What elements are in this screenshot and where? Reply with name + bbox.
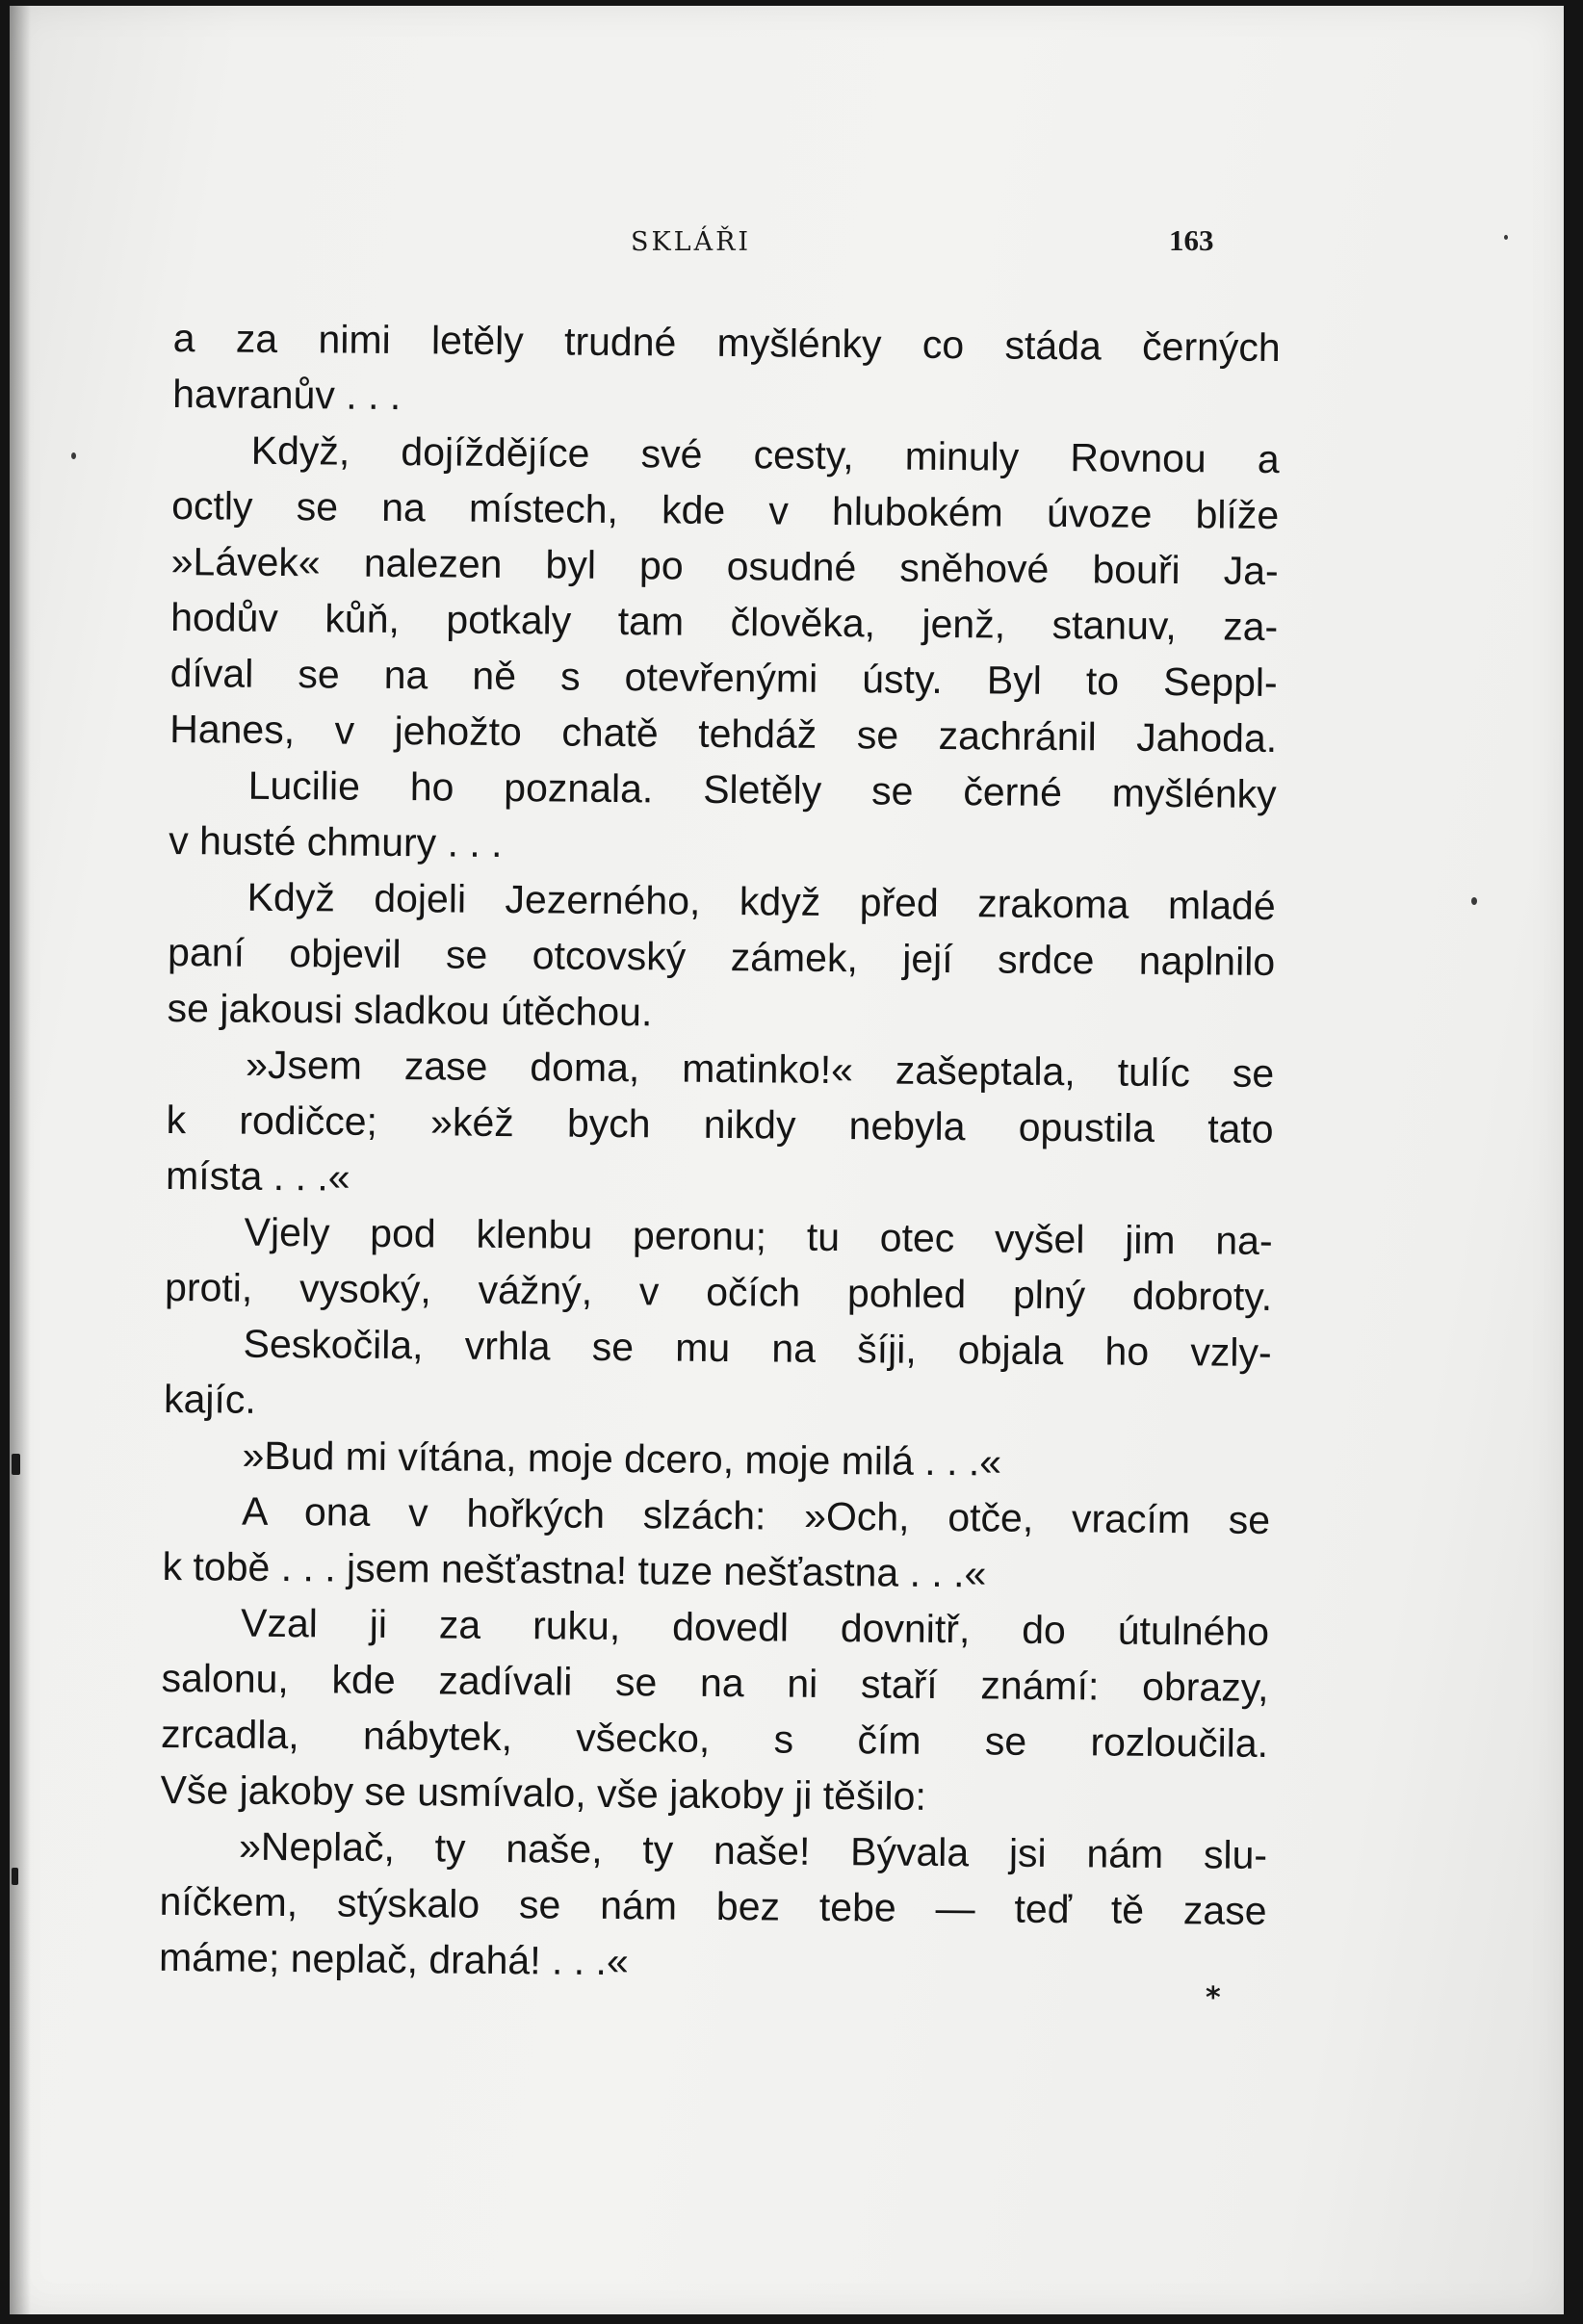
paper-speck (12, 1454, 20, 1475)
text-line: salonu, kde zadívali se na ni staří známí: obrazy, (161, 1655, 1269, 1710)
text-line: A ona v hořkých slzách: »Och, otče, vracím se (241, 1488, 1271, 1542)
text-line: níčkem, stýskalo se nám bez tebe — teď tě zase (159, 1878, 1267, 1933)
text-line: máme; neplač, drahá! . . .« (158, 1934, 629, 1984)
text-line: díval se na ně s otevřenými ústy. Byl to Seppl- (169, 650, 1278, 706)
text-line: Seskočila, vrhla se mu na šíji, objala ho vzly- (243, 1321, 1272, 1375)
text-line: »Bud mi vítána, moje dcero, moje milá . . .« (242, 1433, 1002, 1485)
text-line: Když dojeli Jezerného, když před zrakoma mladé (247, 874, 1276, 929)
text-line: k tobě . . . jsem nešťastna! tuze nešťastna . . .« (162, 1543, 987, 1596)
paper-speck (1504, 235, 1508, 240)
text-line: »Lávek« nalezen byl po osudné sněhové bouři Ja- (170, 538, 1279, 594)
text-line: v husté chmury . . . (168, 817, 503, 866)
text-line: proti, vysoký, vážný, v očích pohled plný dobroty. (164, 1264, 1273, 1319)
text-line: Vjely pod klenbu peronu; tu otec vyšel jim na- (244, 1209, 1273, 1263)
text-line: octly se na místech, kde v hlubokém úvoze blíže (171, 482, 1280, 538)
text-line: »Jsem zase doma, matinko!« zašeptala, tulíc se (245, 1042, 1275, 1097)
paper-speck (12, 1868, 18, 1885)
text-line: se jakousi sladkou útěchou. (167, 985, 653, 1035)
text-line: místa . . .« (165, 1152, 350, 1200)
text-line: a za nimi letěly trudné myšlénky co stáda černých (172, 315, 1281, 371)
text-line: Lucilie ho poznala. Sletěly se černé myšlénky (247, 762, 1277, 817)
text-line: k rodičce; »kéž bych nikdy nebyla opustila tato (166, 1097, 1274, 1152)
end-mark: * (1206, 1981, 1221, 2015)
text-line: Když, dojíždějíce své cesty, minuly Rovnou a (250, 427, 1280, 482)
page-number: 163 (1169, 223, 1214, 257)
text-line: kajíc. (163, 1376, 257, 1422)
text-line: zrcadla, nábytek, všecko, s čím se rozloučila. (160, 1711, 1269, 1766)
text-line: »Neplač, ty naše, ty naše! Bývala jsi nám slu- (238, 1823, 1268, 1877)
text-line: havranův . . . (172, 371, 402, 419)
running-title: SKLÁŘI (631, 227, 752, 257)
text-line: Vše jakoby se usmívalo, vše jakoby ji těšilo: (160, 1767, 927, 1819)
text-line: paní objevil se otcovský zámek, její srdce naplnilo (167, 929, 1276, 985)
text-line: Vzal ji za ruku, dovedl dovnitř, do útulného (240, 1600, 1270, 1654)
paper-speck (1471, 897, 1477, 905)
text-line: hodův kůň, potkaly tam člověka, jenž, stanuv, za- (170, 594, 1279, 650)
binding-shadow (10, 6, 31, 2314)
text-line: Hanes, v jehožto chatě tehdáž se zachránil Jahoda. (169, 706, 1278, 762)
body-text (159, 310, 1281, 1995)
paper-speck (71, 452, 76, 459)
